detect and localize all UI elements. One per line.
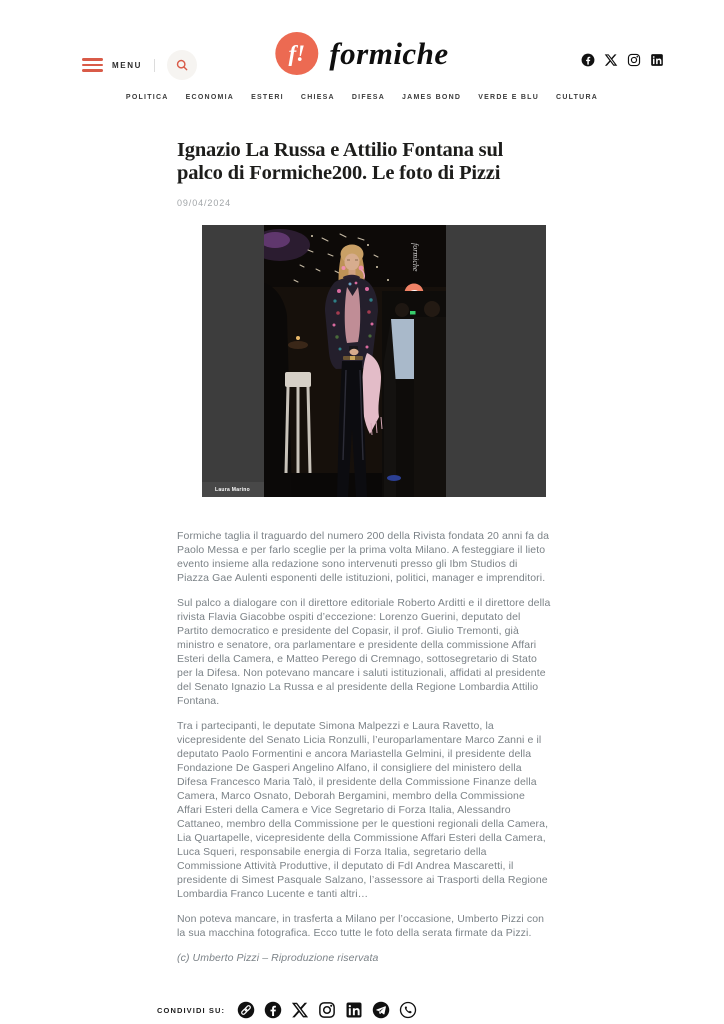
title-line-2: palco di Formiche200. Le foto di Pizzi <box>177 161 501 184</box>
nav-item-esteri[interactable]: ESTERI <box>251 94 284 101</box>
linkedin-icon <box>650 53 664 67</box>
x-icon <box>291 1001 309 1019</box>
facebook-icon <box>581 53 595 67</box>
share-x[interactable] <box>291 1001 309 1019</box>
hamburger-icon[interactable] <box>82 58 103 72</box>
x-icon <box>604 53 618 67</box>
main-nav <box>0 92 724 101</box>
article-photo[interactable] <box>202 225 546 497</box>
facebook-link[interactable] <box>581 53 595 67</box>
nav-item-politica[interactable]: POLITICA <box>125 94 169 101</box>
search-button[interactable] <box>167 50 197 80</box>
title-line-1: Ignazio La Russa e Attilio Fontana sul <box>177 139 504 161</box>
nav-item-chiesa[interactable]: CHIESA <box>300 94 335 101</box>
article-paragraph: Tra i partecipanti, le deputate Simona Malpezzi e Laura Ravetto, la vicepresidente del Senato Licia Ronzulli, l’europarlamentare Marco Zanni e il deputato Paolo Formentini e ancora Mariastella Gelmini, il presidente della Fondazione De Gasperi Angelino Alfano, il consigliere del ministero della Difesa Francesco Maria Talò, il presidente della Commissione Finanze della Camera, Marco Osnato, Deborah Bergamini, membro della Commissione Affari Esteri della Camera e Vice Segretario di Forza Italia, Alessandro Cattaneo, membro della Commissione per le questioni regionali della Camera, Lia Quartapelle, vicepresidente della Commissione Affari Esteri della Camera, Luca Squeri, responsabile energia di Forza Italia, segretario della Commissione Attività Produttive, il deputato di FdI Andrea Mascaretti, il presidente di Simest Pasquale Salzano, l’assessore ai Trasporti della Regione Lombardia Franco Lucente e tanti altri… <box>177 720 549 901</box>
brand-wordmark: formiche <box>329 35 449 71</box>
article-paragraph: Sul palco a dialogare con il direttore editoriale Roberto Arditti e il direttore della rivista Flavia Giacobbe ospiti d’eccezione: Lorenzo Guerini, deputato del Partito democratico e presidente del Copasir, il prof. Giulio Tremonti, già ministro e senatore, ora parlamentare e presidente della commissione Affari Esteri della Camera, e Matteo Perego di Cremnago, sottosegretario di Stato per la Difesa. Non potevano mancare i saluti istituzionali, affidati al presidente del Senato Ignazio La Russa e al presidente della Regione Lombardia Attilio Fontana. <box>177 597 551 708</box>
instagram-icon <box>627 53 641 67</box>
nav-item-verde-e-blu[interactable]: VERDE E BLU <box>478 94 540 101</box>
page-title <box>177 139 551 184</box>
share-linkedin[interactable] <box>345 1001 363 1019</box>
linkedin-icon <box>345 1001 363 1019</box>
menu-label: MENU <box>112 60 142 70</box>
photo-scene <box>264 225 446 497</box>
top-bar <box>0 0 724 92</box>
nav-item-economia[interactable]: ECONOMIA <box>185 94 235 101</box>
linkedin-link[interactable] <box>650 53 664 67</box>
article-paragraph: Formiche taglia il traguardo del numero 200 della Rivista fondata 20 anni fa da Paolo Messa e per farlo sceglie per la prima volta Milano. A festeggiare il lieto evento insieme alla redazione sono intervenuti presso gli Ibm Studios di Piazza Gae Aulenti esponenti delle istituzioni, politici, manager e imprenditori. <box>177 530 550 585</box>
photo-caption: Laura Marino <box>202 482 264 497</box>
share-facebook[interactable] <box>264 1001 282 1019</box>
photo-watermark: formiche <box>411 243 420 272</box>
menu-group <box>82 50 197 80</box>
credit-line: (c) Umberto Pizzi – Riproduzione riservata <box>177 952 379 965</box>
nav-item-james-bond[interactable]: JAMES BOND <box>402 94 462 101</box>
x-link[interactable] <box>604 53 618 67</box>
share-section <box>157 1001 724 1019</box>
share-label: CONDIVIDI SU: <box>157 1005 226 1015</box>
instagram-link[interactable] <box>627 53 641 67</box>
share-instagram[interactable] <box>318 1001 336 1019</box>
nav-item-difesa[interactable]: DIFESA <box>351 94 386 101</box>
telegram-icon <box>372 1001 390 1019</box>
search-icon <box>174 57 190 73</box>
instagram-icon <box>318 1001 336 1019</box>
link-icon <box>237 1001 255 1019</box>
header-social-links <box>581 53 664 67</box>
share-whatsapp[interactable] <box>399 1001 417 1019</box>
article-paragraph: Non poteva mancare, in trasferta a Milano per l’occasione, Umberto Pizzi con la sua macchina fotografica. Ecco tutte le foto della serata firmate da Pizzi. <box>177 913 545 940</box>
brand-monogram: f! <box>275 32 318 75</box>
share-telegram[interactable] <box>372 1001 390 1019</box>
whatsapp-icon <box>399 1001 417 1019</box>
brand-logo[interactable] <box>275 32 448 75</box>
facebook-icon <box>264 1001 282 1019</box>
nav-item-cultura[interactable]: CULTURA <box>556 94 599 101</box>
share-copy-link[interactable] <box>237 1001 255 1019</box>
article <box>177 139 551 965</box>
article-date: 09/04/2024 <box>177 198 232 209</box>
photo-image <box>264 225 446 497</box>
header-divider <box>154 59 155 72</box>
